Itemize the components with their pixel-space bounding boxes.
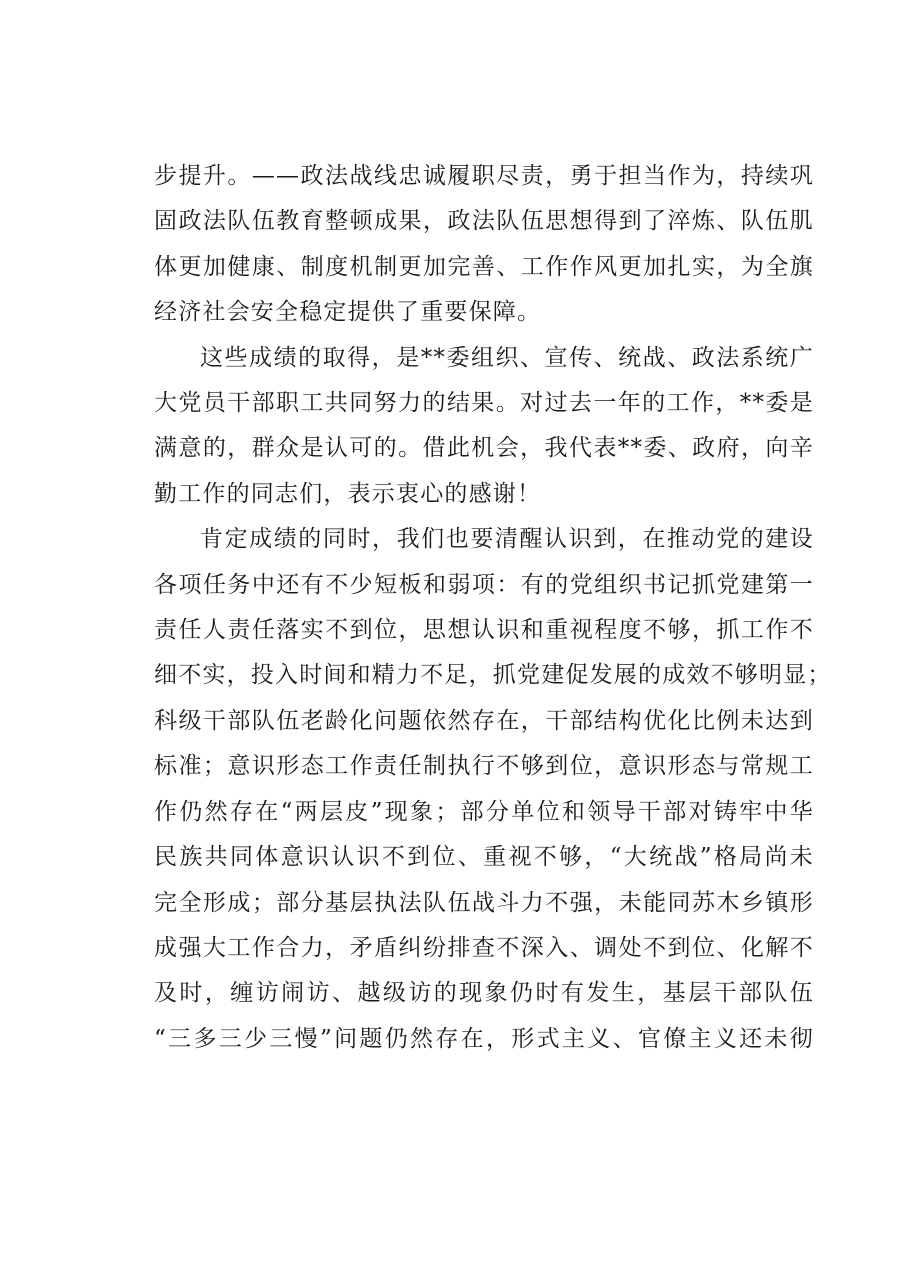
text-line: 固政法队伍教育整顿成果，政法队伍思想得到了淬炼、队伍肌 bbox=[154, 208, 814, 235]
text-line: 成强大工作合力，矛盾纠纷排查不深入、调处不到位、化解不 bbox=[154, 934, 814, 961]
text-line: 科级干部队伍老龄化问题依然存在，干部结构优化比例未达到 bbox=[154, 707, 814, 734]
text-line: 体更加健康、制度机制更加完善、工作作风更加扎实，为全旗 bbox=[154, 253, 814, 280]
paragraph-2 bbox=[154, 336, 814, 518]
text-line: 这些成绩的取得，是**委组织、宣传、统战、政法系统广 bbox=[200, 344, 814, 371]
document-body bbox=[154, 154, 832, 1062]
text-line: 及时，缠访闹访、越级访的现象仍时有发生，基层干部队伍 bbox=[154, 980, 814, 1007]
text-line: 责任人责任落实不到位，思想认识和重视程度不够，抓工作不 bbox=[154, 617, 814, 644]
text-line: 勤工作的同志们，表示衷心的感谢！ bbox=[154, 480, 542, 507]
text-line: 作仍然存在“两层皮”现象；部分单位和领导干部对铸牢中华 bbox=[154, 798, 814, 825]
text-line: 民族共同体意识认识不到位、重视不够，“大统战”格局尚未 bbox=[154, 844, 814, 871]
paragraph-1 bbox=[154, 154, 814, 336]
text-line: 步提升。——政法战线忠诚履职尽责，勇于担当作为，持续巩 bbox=[154, 163, 814, 189]
text-line: 经济社会安全稳定提供了重要保障。 bbox=[154, 299, 542, 326]
text-line: 标准；意识形态工作责任制执行不够到位，意识形态与常规工 bbox=[154, 753, 814, 780]
text-line: 细不实，投入时间和精力不足，抓党建促发展的成效不够明显； bbox=[154, 662, 832, 689]
text-line: 各项任务中还有不少短板和弱项：有的党组织书记抓党建第一 bbox=[154, 571, 814, 598]
text-line: 大党员干部职工共同努力的结果。对过去一年的工作，**委是 bbox=[154, 390, 814, 417]
text-line: 完全形成；部分基层执法队伍战斗力不强，未能同苏木乡镇形 bbox=[154, 889, 814, 916]
text-line: 满意的，群众是认可的。借此机会，我代表**委、政府，向辛 bbox=[154, 435, 814, 462]
paragraph-3 bbox=[154, 517, 832, 1062]
text-line: “三多三少三慢”问题仍然存在，形式主义、官僚主义还未彻 bbox=[154, 1025, 814, 1052]
text-line: 肯定成绩的同时，我们也要清醒认识到，在推动党的建设 bbox=[200, 526, 814, 553]
